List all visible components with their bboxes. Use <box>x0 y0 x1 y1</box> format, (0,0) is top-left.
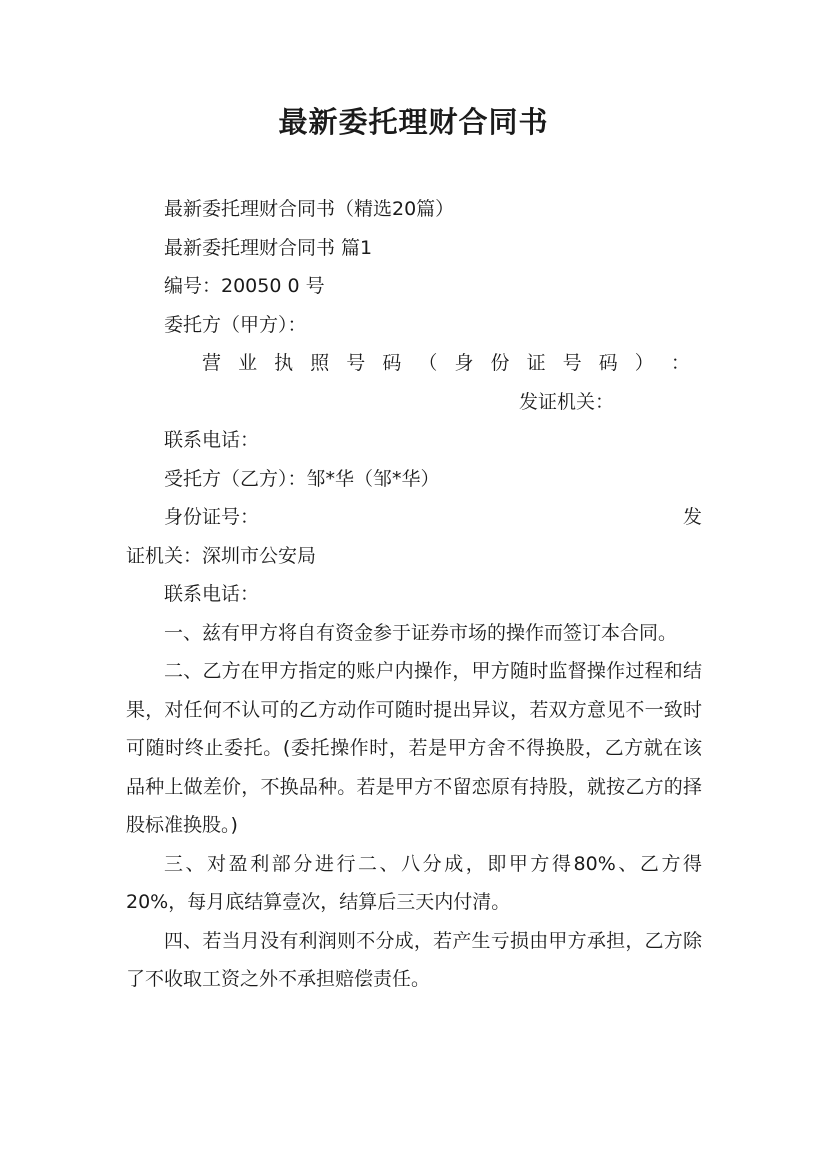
license-char: 营 <box>202 352 222 374</box>
license-char: （ <box>418 352 438 374</box>
license-char: 码 <box>598 352 618 374</box>
document-title: 最新委托理财合同书 <box>278 105 549 139</box>
license-char: 份 <box>490 352 510 374</box>
line-principal-party: 委托方（甲方）： <box>164 313 307 336</box>
license-char: 号 <box>562 352 582 374</box>
line-principal-phone: 联系电话： <box>164 429 260 451</box>
license-char: 号 <box>346 352 366 374</box>
license-char: 业 <box>238 352 258 374</box>
line-trustee-authority: 证机关：深圳市公安局 <box>126 544 317 567</box>
document-body <box>126 190 702 999</box>
license-char: 身 <box>454 352 474 374</box>
license-char: ： <box>670 352 690 374</box>
line-issuing-authority: 发证机关： <box>518 390 614 413</box>
license-char: ） <box>634 352 654 374</box>
trustee-id-tail: 发 <box>682 506 702 528</box>
line-trustee-id <box>126 498 702 537</box>
trustee-id-label: 身份证号： <box>164 506 260 528</box>
clause-2: 二、乙方在甲方指定的账户内操作，甲方随时监督操作过程和结果，对任何不认可的乙方动作可随时提出异议，若双方意见不一致时可随时终止委托。(委托操作时，若是甲方舍不得换股，乙方就在该品种上做差价，不换品种。若是甲方不留恋原有持股，就按乙方的择股标准换股。) <box>126 660 702 836</box>
license-char: 照 <box>310 352 330 374</box>
line-trustee-phone: 联系电话： <box>164 583 260 605</box>
clause-1: 一、兹有甲方将自有资金参于证券市场的操作而签订本合同。 <box>164 621 678 644</box>
license-char: 码 <box>382 352 402 374</box>
clause-3: 三、对盈利部分进行二、八分成，即甲方得80%、乙方得20%，每月底结算壹次，结算后三天内付清。 <box>126 852 702 913</box>
line-contract-number: 编号：20050 0 号 <box>164 275 325 297</box>
line-license-number <box>126 344 702 383</box>
license-char: 证 <box>526 352 546 374</box>
line-section-heading: 最新委托理财合同书 篇1 <box>164 236 373 259</box>
line-trustee-party: 受托方（乙方）：邹*华（邹*华） <box>164 467 440 490</box>
line-subtitle: 最新委托理财合同书（精选20篇） <box>164 198 455 220</box>
clause-4: 四、若当月没有利润则不分成，若产生亏损由甲方承担，乙方除了不收取工资之外不承担赔偿责任。 <box>126 929 702 990</box>
license-char: 执 <box>274 352 294 374</box>
